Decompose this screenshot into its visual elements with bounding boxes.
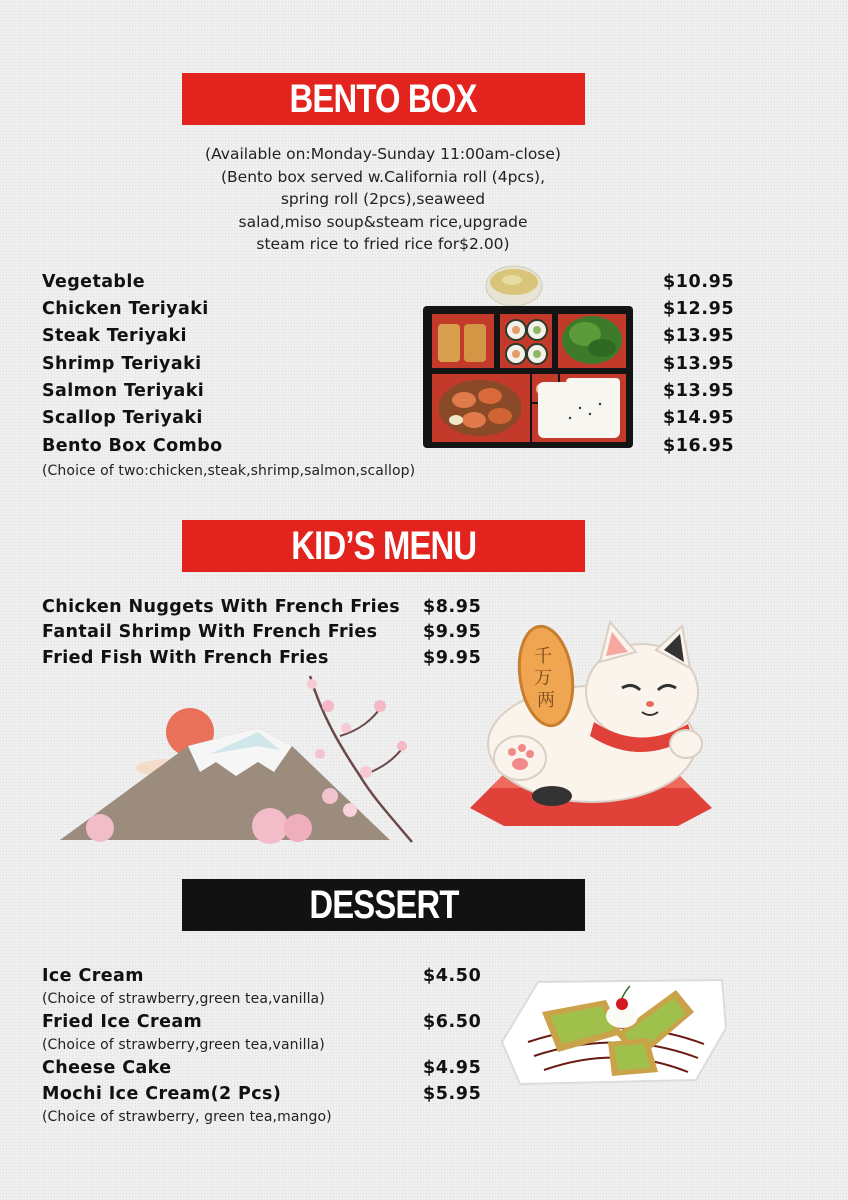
menu-item-name: Scallop Teriyaki	[42, 408, 203, 428]
menu-item-price: $13.95	[663, 381, 735, 401]
coin-character: 万	[534, 668, 553, 689]
menu-item-price: $16.95	[663, 436, 735, 456]
bento-description-line: steam rice to fried rice for$2.00)	[256, 235, 510, 253]
menu-item-price: $10.95	[663, 272, 735, 292]
menu-item-name: Ice Cream	[42, 966, 144, 986]
combo-choice-note: (Choice of two:chicken,steak,shrimp,salmon,scallop)	[42, 463, 416, 479]
menu-item-price: $13.95	[663, 326, 735, 346]
fried-ice-cream-image	[498, 972, 730, 1088]
menu-item-note: (Choice of strawberry,green tea,vanilla)	[42, 991, 325, 1007]
lucky-coin-text	[534, 646, 558, 711]
menu-item-name: Fried Fish With French Fries	[42, 648, 329, 668]
bento-box-banner	[182, 73, 585, 125]
menu-item-price: $9.95	[423, 622, 482, 642]
menu-item-price: $12.95	[663, 299, 735, 319]
menu-item-price: $6.50	[423, 1012, 482, 1032]
menu-item-name: Salmon Teriyaki	[42, 381, 205, 401]
kids-menu-banner	[182, 520, 585, 572]
bento-description-line: salad,miso soup&steam rice,upgrade	[238, 212, 528, 231]
menu-item-name: Fantail Shrimp With French Fries	[42, 622, 378, 642]
menu-item-name: Vegetable	[42, 272, 146, 292]
bento-box-title: BENTO BOX	[289, 77, 478, 121]
bento-description-line: (Bento box served w.California roll (4pcs),	[220, 167, 546, 186]
bento-description-line: (Available on:Monday-Sunday 11:00am-close)	[205, 145, 561, 163]
coin-character: 两	[537, 690, 555, 711]
bento-description-line: spring roll (2pcs),seaweed	[280, 190, 486, 208]
menu-item-price: $4.95	[423, 1058, 482, 1078]
menu-item-price: $4.50	[423, 966, 482, 986]
menu-item-name: Bento Box Combo	[42, 436, 223, 456]
bento-box-description	[140, 143, 626, 256]
mount-fuji-illustration	[60, 676, 420, 848]
dessert-title: DESSERT	[308, 883, 459, 927]
menu-item-price: $14.95	[663, 408, 735, 428]
menu-item-price: $13.95	[663, 354, 735, 374]
menu-item-name: Cheese Cake	[42, 1058, 172, 1078]
kids-menu-title: KID’S MENU	[291, 524, 476, 568]
bento-box-image	[420, 258, 636, 450]
menu-item-note: (Choice of strawberry, green tea,mango)	[42, 1109, 332, 1125]
menu-item-name: Mochi Ice Cream(2 Pcs)	[42, 1084, 282, 1104]
menu-item-name: Chicken Teriyaki	[42, 299, 209, 319]
dessert-banner	[182, 879, 585, 931]
menu-item-price: $9.95	[423, 648, 482, 668]
menu-item-price: $5.95	[423, 1084, 482, 1104]
menu-item-name: Chicken Nuggets With French Fries	[42, 597, 401, 617]
menu-item-name: Steak Teriyaki	[42, 326, 187, 346]
coin-character: 千	[534, 646, 553, 667]
menu-item-name: Shrimp Teriyaki	[42, 354, 202, 374]
menu-item-name: Fried Ice Cream	[42, 1012, 203, 1032]
lucky-cat-illustration	[460, 612, 720, 832]
menu-item-price: $8.95	[423, 597, 482, 617]
menu-item-note: (Choice of strawberry,green tea,vanilla)	[42, 1037, 325, 1053]
